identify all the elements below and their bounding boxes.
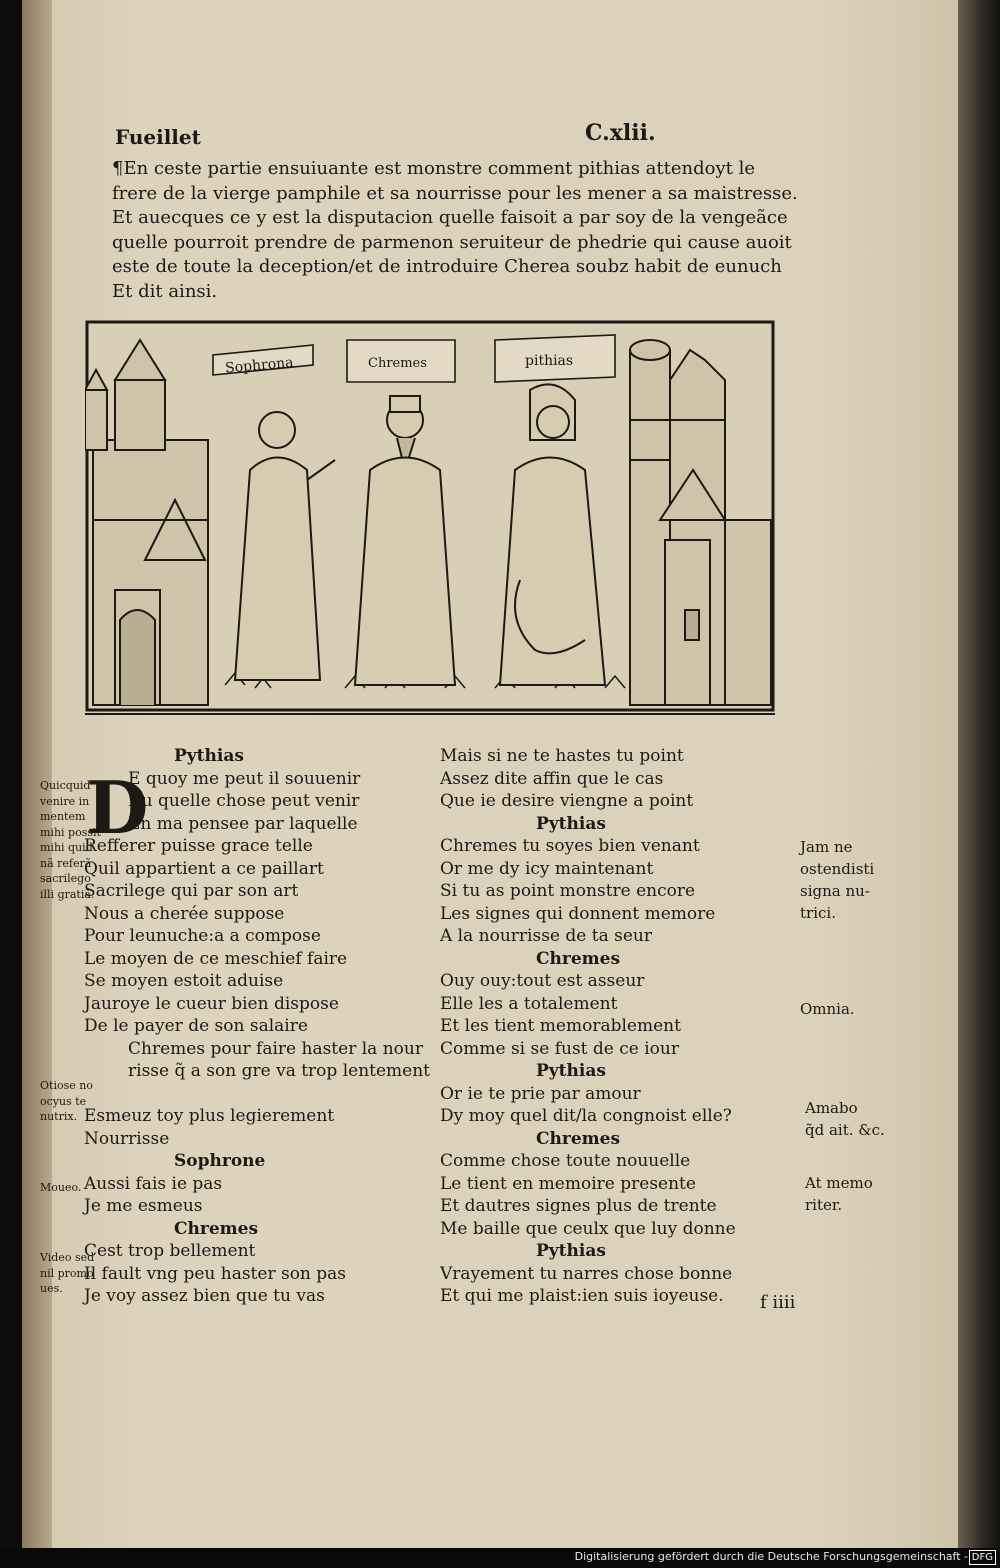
- verse-line: Je me esmeus: [84, 1196, 203, 1216]
- verse-line: Assez dite affin que le cas: [440, 768, 664, 789]
- margin-note-line: mentem: [40, 810, 86, 823]
- margin-note-line: Moueo.: [40, 1181, 82, 1194]
- speaker-name: Chremes: [536, 1128, 621, 1149]
- folio-header-left: Fueillet: [115, 125, 201, 149]
- scroll-label-pithias: pithias: [525, 353, 574, 369]
- margin-note-line: At memo: [805, 1174, 873, 1192]
- verse-line: Sacrilege qui par son art: [84, 881, 299, 901]
- verse-line: Cest trop bellement: [84, 1241, 256, 1261]
- intro-line: Et dit ainsi.: [112, 280, 218, 302]
- scroll-label-sophrona: Sophrona: [224, 354, 295, 377]
- margin-note-line: ues.: [40, 1282, 63, 1295]
- verse-line: Me baille que ceulx que luy donne: [440, 1218, 736, 1239]
- margin-note-line: mihi possit: [40, 825, 101, 839]
- verse-line: Aussi fais ie pas: [84, 1173, 223, 1194]
- margin-note-line: Amabo: [805, 1099, 858, 1117]
- intro-line: ¶En ceste partie ensuiuante est monstre comment pithias attendoyt le: [112, 158, 755, 179]
- verse-line: Vrayement tu narres chose bonne: [440, 1263, 733, 1284]
- speaker-name: Chremes: [536, 948, 621, 969]
- margin-note-line: ocyus te: [40, 1094, 87, 1108]
- verse-line: Or me dy icy maintenant: [440, 858, 654, 879]
- speaker-name: Pythias: [536, 813, 606, 834]
- verse-line: Esmeuz toy plus legierement: [84, 1106, 335, 1126]
- digitization-credit: Digitalisierung gefördert durch die Deutsche Forschungsgemeinschaft -: [574, 1550, 968, 1563]
- folio-header-right: C.xlii.: [585, 120, 656, 146]
- verse-line: Du quelle chose peut venir: [128, 791, 360, 811]
- left-margin-note: [40, 1180, 81, 1196]
- verse-line: Et dautres signes plus de trente: [440, 1196, 717, 1216]
- scroll-label-chremes: Chremes: [368, 356, 427, 371]
- left-margin-note: [40, 1250, 94, 1297]
- margin-note-line: riter.: [805, 1196, 843, 1214]
- left-margin-note: [40, 1078, 93, 1125]
- verse-line: Refferer puisse grace telle: [84, 836, 313, 856]
- margin-note-line: illi gratiã.: [40, 887, 95, 901]
- right-margin-note: [800, 836, 874, 924]
- speaker-name: Pythias: [174, 746, 244, 766]
- speaker-name: Pythias: [536, 1241, 606, 1261]
- margin-note-line: Omnia.: [800, 1000, 855, 1018]
- drop-cap: D: [86, 765, 149, 850]
- right-margin-note: [805, 1097, 885, 1141]
- verse-column-left: [84, 745, 430, 1308]
- intro-line: este de toute la deception/et de introduire Cherea soubz habit de eunuch: [112, 256, 782, 277]
- margin-note-line: ostendisti: [800, 860, 875, 878]
- verse-line: Les signes qui donnent memore: [440, 903, 716, 924]
- verse-line: Nourrisse: [84, 1128, 170, 1149]
- margin-note-line: mihi quid: [40, 841, 93, 854]
- margin-note-line: sacrilego: [40, 872, 91, 885]
- margin-note-line: trici.: [800, 904, 836, 922]
- verse-line: A la nourrisse de ta seur: [440, 926, 652, 946]
- intro-line: frere de la vierge pamphile et sa nourrisse pour les mener a sa maistresse.: [112, 182, 798, 204]
- verse-line: Chremes tu soyes bien venant: [440, 836, 700, 856]
- verse-line: Pour leunuche:a a compose: [84, 926, 321, 946]
- woodcut-illustration: [85, 320, 775, 715]
- verse-line: Comme si se fust de ce iour: [440, 1038, 679, 1059]
- right-margin-note: [800, 998, 855, 1020]
- margin-note-line: nil promo: [40, 1266, 94, 1280]
- verse-line: Je voy assez bien que tu vas: [84, 1286, 325, 1306]
- intro-paragraph: [112, 157, 798, 304]
- margin-note-line: Quicquid: [40, 779, 91, 792]
- blank-line: [84, 1083, 430, 1106]
- verse-line: Or ie te prie par amour: [440, 1083, 641, 1104]
- verse-line: E quoy me peut il souuenir: [128, 768, 361, 789]
- verse-line: En ma pensee par laquelle: [128, 813, 358, 834]
- margin-note-line: nã referã: [40, 856, 92, 870]
- verse-line: Mais si ne te hastes tu point: [440, 746, 684, 766]
- margin-note-line: Jam ne: [800, 838, 853, 856]
- intro-line: quelle pourroit prendre de parmenon seruiteur de phedrie qui cause auoit: [112, 231, 792, 253]
- verse-line: De le payer de son salaire: [84, 1016, 308, 1036]
- verse-line: Il fault vng peu haster son pas: [84, 1263, 347, 1284]
- verse-line: Que ie desire viengne a point: [440, 791, 694, 811]
- verse-line: Comme chose toute nouuelle: [440, 1151, 691, 1171]
- verse-line: Elle les a totalement: [440, 993, 618, 1014]
- verse-line: Et les tient memorablement: [440, 1016, 681, 1036]
- verse-column-right: [440, 745, 736, 1308]
- stage-direction: Chremes pour faire haster la nour: [128, 1038, 423, 1059]
- verse-line: Se moyen estoit aduise: [84, 971, 284, 991]
- verse-line: Ouy ouy:tout est asseur: [440, 971, 645, 991]
- speaker-name: Pythias: [536, 1061, 606, 1081]
- right-margin-note: [805, 1172, 873, 1216]
- verse-line: Le moyen de ce meschief faire: [84, 948, 348, 969]
- stage-direction: risse q̃ a son gre va trop lentement: [128, 1061, 431, 1081]
- verse-line: Et qui me plaist:ien suis ioyeuse.: [440, 1286, 724, 1306]
- page-edge: [958, 0, 1000, 1548]
- intro-line: Et auecques ce y est la disputacion quelle faisoit a par soy de la vengeãce: [112, 207, 788, 228]
- margin-note-line: Video sed: [40, 1251, 95, 1264]
- verse-line: Nous a cherée suppose: [84, 903, 285, 924]
- verse-line: Jauroye le cueur bien dispose: [84, 993, 339, 1014]
- book-spine: [22, 0, 52, 1548]
- signature-mark: f iiii: [760, 1292, 796, 1313]
- verse-line: Quil appartient a ce paillart: [84, 858, 324, 879]
- margin-note-line: q̃d ait. &c.: [805, 1121, 885, 1139]
- margin-note-line: venire in: [40, 794, 90, 808]
- speaker-name: Chremes: [174, 1218, 259, 1239]
- verse-line: Le tient en memoire presente: [440, 1173, 696, 1194]
- verse-line: Si tu as point monstre encore: [440, 881, 696, 901]
- dfg-logo: DFG: [969, 1550, 996, 1565]
- speaker-name: Sophrone: [174, 1151, 266, 1171]
- left-margin-note: [40, 778, 101, 902]
- verse-line: Dy moy quel dit/la congnoist elle?: [440, 1106, 732, 1126]
- margin-note-line: Otiose no: [40, 1079, 93, 1092]
- margin-note-line: signa nu-: [800, 882, 870, 900]
- margin-note-line: nutrix.: [40, 1110, 78, 1123]
